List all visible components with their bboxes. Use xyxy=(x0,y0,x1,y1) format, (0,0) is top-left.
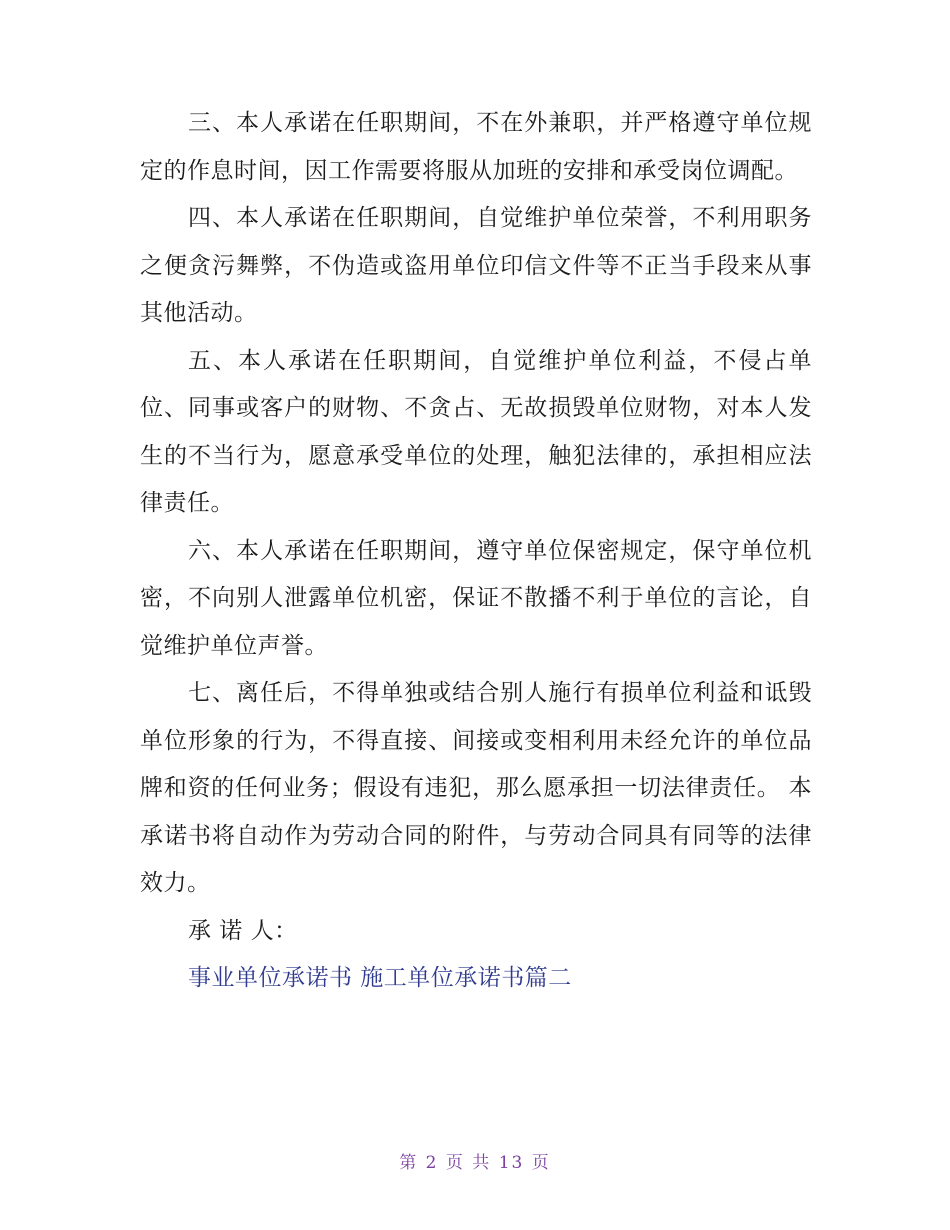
next-section-link[interactable]: 事业单位承诺书 施工单位承诺书篇二 xyxy=(188,965,572,991)
page-indicator: 第 2 页 共 13 页 xyxy=(399,1153,551,1173)
paragraph-item-5: 五、本人承诺在任职期间，自觉维护单位利益，不侵占单位、同事或客户的财物、不贪占、无故损毁单位财物，对本人发生的不当行为，愿意承受单位的处理，触犯法律的，承担相应法律责任。 xyxy=(140,347,812,516)
paragraph-item-4: 四、本人承诺在任职期间，自觉维护单位荣誉，不利用职务之便贪污舞弊，不伪造或盗用单位印信文件等不正当手段来从事其他活动。 xyxy=(140,205,812,326)
document-body xyxy=(140,100,812,1003)
paragraph-item-6: 六、本人承诺在任职期间，遵守单位保密规定，保守单位机密，不向别人泄露单位机密，保证不散播不利于单位的言论，自觉维护单位声誉。 xyxy=(140,537,812,659)
paragraph-item-7: 七、离任后，不得单独或结合别人施行有损单位利益和诋毁单位形象的行为，不得直接、间接或变相利用未经允许的单位品牌和资的任何业务；假设有违犯，那么愿承担一切法律责任。 本承诺书将自动作为劳动合同的附件，与劳动合同具有同等的法律效力。 xyxy=(140,680,812,896)
signer-label: 承 诺 人： xyxy=(188,917,298,944)
paragraph-item-3: 三、本人承诺在任职期间，不在外兼职，并严格遵守单位规定的作息时间，因工作需要将服从加班的安排和承受岗位调配。 xyxy=(140,110,812,184)
